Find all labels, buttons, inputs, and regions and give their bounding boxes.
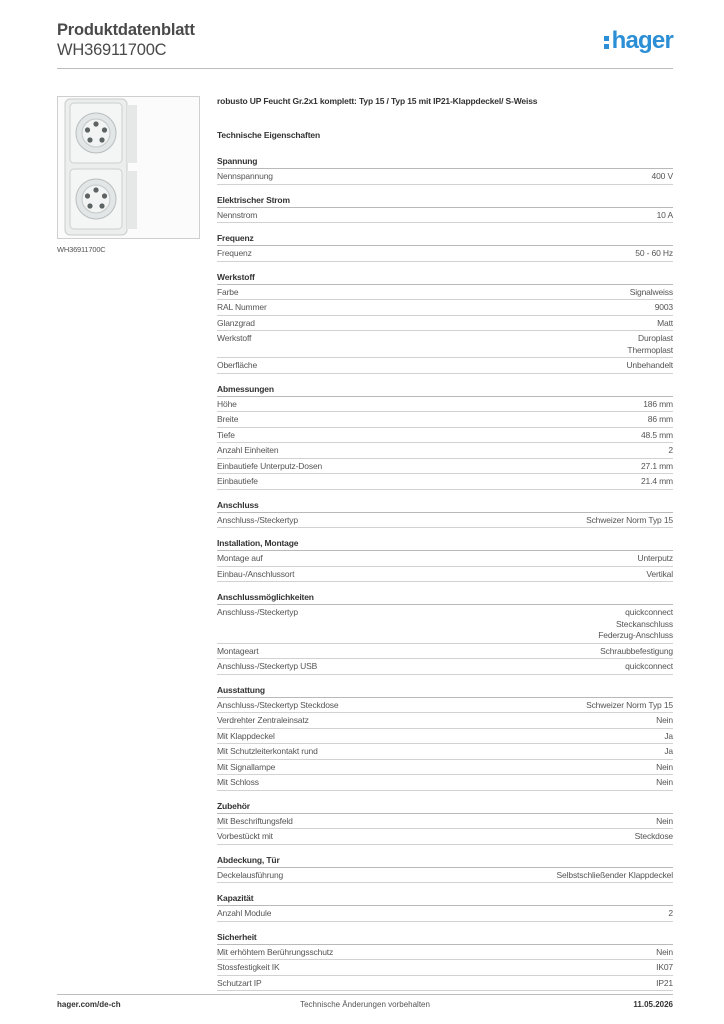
- property-label: Nennspannung: [217, 171, 273, 181]
- property-label: Mit Klappdeckel: [217, 730, 275, 741]
- property-groups: [217, 155, 673, 991]
- property-row: [217, 169, 673, 185]
- property-row: [217, 397, 673, 413]
- header-divider: [57, 68, 673, 69]
- property-label: Werkstoff: [217, 333, 252, 343]
- property-group: [217, 537, 673, 582]
- property-row: [217, 443, 673, 459]
- page-footer: [57, 994, 673, 1014]
- document-title: Produktdatenblatt: [57, 21, 195, 39]
- image-caption: WH36911700C: [57, 245, 106, 254]
- property-row: [217, 551, 673, 567]
- group-title: Anschlussmöglichkeiten: [217, 591, 673, 605]
- property-label: RAL Nummer: [217, 302, 267, 312]
- property-value: 86 mm: [647, 414, 673, 424]
- group-title: Ausstattung: [217, 684, 673, 698]
- property-value: Matt: [657, 317, 673, 328]
- property-group: [217, 232, 673, 262]
- product-code: WH36911700C: [57, 41, 167, 59]
- property-label: Höhe: [217, 398, 237, 409]
- group-title: Sicherheit: [217, 931, 673, 945]
- property-value: IP21: [656, 977, 673, 988]
- property-label: Glanzgrad: [217, 317, 255, 328]
- property-value: Nein: [656, 715, 673, 725]
- property-label: Verdrehter Zentraleinsatz: [217, 715, 309, 725]
- property-label: Anschluss-/Steckertyp USB: [217, 661, 318, 671]
- property-group: [217, 499, 673, 529]
- property-value: quickconnect Steckanschluss Federzug-Anschluss: [598, 607, 673, 640]
- property-label: Breite: [217, 414, 239, 424]
- property-row: [217, 208, 673, 224]
- property-value: Vertikal: [646, 568, 673, 579]
- hager-logo: [604, 28, 673, 54]
- property-value: Ja: [664, 746, 673, 756]
- property-label: Einbau-/Anschlussort: [217, 568, 295, 579]
- property-row: [217, 358, 673, 374]
- property-value: Ja: [664, 730, 673, 741]
- property-group: [217, 155, 673, 185]
- property-row: [217, 644, 673, 660]
- property-group: [217, 800, 673, 845]
- property-row: [217, 459, 673, 475]
- property-label: Mit Beschriftungsfeld: [217, 815, 293, 826]
- product-image: [57, 96, 200, 239]
- property-value: Duroplast Thermoplast: [627, 333, 673, 355]
- property-label: Nennstrom: [217, 209, 258, 220]
- property-value: 21.4 mm: [640, 476, 673, 486]
- group-title: Abdeckung, Tür: [217, 854, 673, 868]
- property-value: Schweizer Norm Typ 15: [586, 699, 673, 710]
- property-row: [217, 829, 673, 845]
- property-row: [217, 713, 673, 729]
- property-label: Frequenz: [217, 248, 252, 258]
- property-row: [217, 285, 673, 301]
- logo-text: hager: [611, 27, 673, 54]
- property-value: Schweizer Norm Typ 15: [586, 514, 673, 525]
- property-row: [217, 659, 673, 675]
- property-row: [217, 744, 673, 760]
- property-value: Unbehandelt: [626, 360, 673, 370]
- property-label: Deckelausführung: [217, 869, 284, 880]
- property-value: quickconnect: [625, 661, 673, 671]
- datasheet-content: [217, 95, 673, 1000]
- property-label: Farbe: [217, 286, 239, 297]
- property-row: [217, 331, 673, 358]
- group-title: Abmessungen: [217, 383, 673, 397]
- footer-date: 11.05.2026: [633, 1000, 673, 1009]
- group-title: Werkstoff: [217, 271, 673, 285]
- section-heading: Technische Eigenschaften: [217, 130, 320, 140]
- property-label: Anzahl Module: [217, 908, 272, 918]
- property-row: [217, 474, 673, 490]
- property-label: Einbautiefe Unterputz-Dosen: [217, 460, 323, 471]
- property-value: Selbstschließender Klappdeckel: [556, 869, 673, 880]
- logo-mark-icon: [604, 35, 610, 49]
- property-label: Anschluss-/Steckertyp: [217, 514, 298, 525]
- property-row: [217, 729, 673, 745]
- property-group: [217, 194, 673, 224]
- socket-outlet-icon: [58, 97, 199, 238]
- footer-notice: Technische Änderungen vorbehalten: [300, 1000, 430, 1009]
- property-value: 50 - 60 Hz: [635, 248, 673, 258]
- property-row: [217, 868, 673, 884]
- property-label: Mit erhöhtem Berührungsschutz: [217, 946, 334, 957]
- group-title: Frequenz: [217, 232, 673, 246]
- property-row: [217, 316, 673, 332]
- group-title: Installation, Montage: [217, 537, 673, 551]
- property-value: Unterputz: [637, 553, 673, 563]
- property-row: [217, 906, 673, 922]
- property-row: [217, 698, 673, 714]
- property-label: Stossfestigkeit IK: [217, 962, 280, 972]
- property-value: Schraubbefestigung: [600, 645, 673, 656]
- page-header: [57, 20, 673, 70]
- property-row: [217, 567, 673, 583]
- property-group: [217, 684, 673, 791]
- property-label: Anzahl Einheiten: [217, 445, 279, 455]
- property-value: 2: [668, 908, 673, 918]
- property-row: [217, 775, 673, 791]
- property-value: 48.5 mm: [640, 429, 673, 440]
- property-value: IK07: [656, 962, 673, 972]
- property-label: Tiefe: [217, 429, 235, 440]
- group-title: Elektrischer Strom: [217, 194, 673, 208]
- property-label: Anschluss-/Steckertyp Steckdose: [217, 699, 339, 710]
- property-label: Montage auf: [217, 553, 263, 563]
- property-group: [217, 854, 673, 884]
- group-title: Kapazität: [217, 892, 673, 906]
- property-group: [217, 271, 673, 374]
- property-group: [217, 931, 673, 992]
- property-row: [217, 428, 673, 444]
- property-row: [217, 960, 673, 976]
- property-row: [217, 814, 673, 830]
- property-row: [217, 945, 673, 961]
- property-label: Mit Signallampe: [217, 761, 276, 772]
- property-value: 27.1 mm: [640, 460, 673, 471]
- property-label: Mit Schloss: [217, 777, 259, 787]
- property-row: [217, 513, 673, 529]
- property-value: 10 A: [656, 209, 673, 220]
- property-label: Mit Schutzleiterkontakt rund: [217, 746, 318, 756]
- property-row: [217, 605, 673, 644]
- property-group: [217, 892, 673, 922]
- property-label: Oberfläche: [217, 360, 258, 370]
- property-label: Montageart: [217, 645, 259, 656]
- property-label: Anschluss-/Steckertyp: [217, 607, 298, 617]
- property-group: [217, 591, 673, 675]
- group-title: Zubehör: [217, 800, 673, 814]
- footer-website: hager.com/de-ch: [57, 1000, 121, 1009]
- property-value: 9003: [654, 302, 673, 312]
- group-title: Anschluss: [217, 499, 673, 513]
- property-row: [217, 760, 673, 776]
- property-value: 400 V: [651, 171, 673, 181]
- property-row: [217, 246, 673, 262]
- property-group: [217, 383, 673, 490]
- property-value: Nein: [656, 815, 673, 826]
- group-title: Spannung: [217, 155, 673, 169]
- property-value: Nein: [656, 946, 673, 957]
- property-row: [217, 976, 673, 992]
- property-label: Vorbestückt mit: [217, 831, 273, 841]
- property-value: Nein: [656, 761, 673, 772]
- property-value: 2: [668, 445, 673, 455]
- property-value: Signalweiss: [629, 286, 673, 297]
- property-label: Schutzart IP: [217, 977, 262, 988]
- property-row: [217, 412, 673, 428]
- property-row: [217, 300, 673, 316]
- property-value: Steckdose: [634, 831, 673, 841]
- property-value: 186 mm: [643, 398, 673, 409]
- property-label: Einbautiefe: [217, 476, 258, 486]
- property-value: Nein: [656, 777, 673, 787]
- product-description: robusto UP Feucht Gr.2x1 komplett: Typ 15 / Typ 15 mit IP21-Klappdeckel/ S-Weiss: [217, 96, 538, 106]
